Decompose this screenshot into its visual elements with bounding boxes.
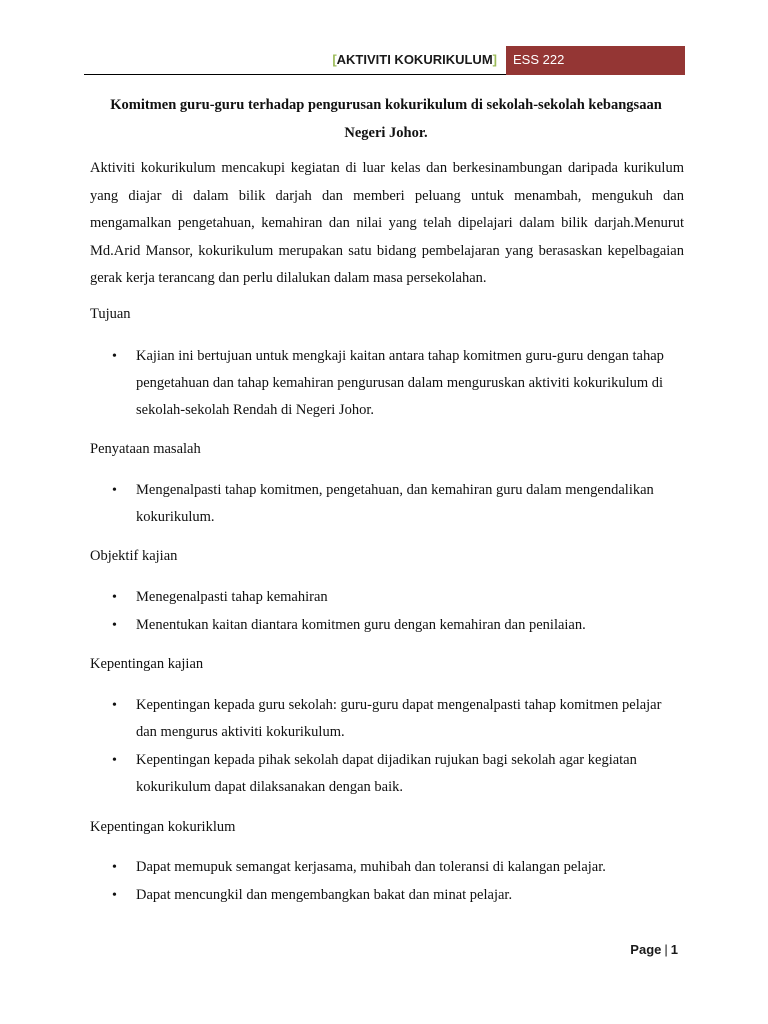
bullet-icon: •: [112, 860, 117, 875]
bullet-icon: •: [112, 618, 117, 633]
bullet-icon: •: [112, 698, 117, 713]
header-rule: [84, 74, 506, 75]
list-item-text: Mengenalpasti tahap komitmen, pengetahuan, dan kemahiran guru dalam mengendalikan kokurikulum.: [136, 482, 654, 525]
bullet-icon: •: [112, 590, 117, 605]
list-item-text: Dapat memupuk semangat kerjasama, muhibah dan toleransi di kalangan pelajar.: [136, 859, 606, 875]
list-item-text: Menegenalpasti tahap kemahiran: [136, 589, 328, 605]
course-code-badge: ESS 222: [506, 46, 685, 75]
page-number: 1: [670, 942, 678, 957]
list-item-text: Menentukan kaitan diantara komitmen guru dengan kemahiran dan penilaian.: [136, 617, 586, 633]
page-header: [84, 46, 685, 75]
objektif-kajian-list: [110, 584, 684, 639]
header-title-text: AKTIVITI KOKURIKULUM: [336, 52, 493, 67]
document-title: Komitmen guru-guru terhadap pengurusan kokurikulum di sekolah-sekolah kebangsaan Negeri Johor.: [110, 97, 662, 141]
bullet-icon: •: [112, 483, 117, 498]
list-item: [110, 692, 684, 746]
intro-paragraph: Aktiviti kokurikulum mencakupi kegiatan di luar kelas dan berkesinambungan daripada kurikulum yang diajar di dalam bilik darjah dan memberi peluang untuk menambah, mengukuh dan mengamalkan pengetahuan, kemahiran dan nilai yang telah dipelajari dalam bilik darjah.Menurut Md.Arid Mansor, kokurikulum merupakan satu bidang pembelajaran yang berasaskan kepelbagaian gerak kerja terancang dan perlu dilalukan dalam masa persekolahan.: [90, 160, 684, 286]
section-heading-tujuan: Tujuan: [90, 306, 131, 322]
header-bracket-close: ]: [492, 52, 497, 67]
list-item: [110, 343, 684, 424]
list-item: [110, 854, 684, 881]
list-item-text: Kepentingan kepada pihak sekolah dapat dijadikan rujukan bagi sekolah agar kegiatan kokurikulum dapat dilaksanakan dengan baik.: [136, 752, 637, 795]
kepentingan-kajian-list: [110, 692, 684, 801]
bullet-icon: •: [112, 349, 117, 364]
section-heading-penyataan-masalah: Penyataan masalah: [90, 441, 201, 457]
header-bracket-open: [: [332, 52, 337, 67]
section-heading-kepentingan-kajian: Kepentingan kajian: [90, 656, 204, 672]
list-item: [110, 612, 684, 639]
list-item-text: Dapat mencungkil dan mengembangkan bakat dan minat pelajar.: [136, 887, 513, 903]
page-label: Page: [630, 942, 662, 957]
list-item: [110, 584, 684, 611]
bullet-icon: •: [112, 888, 117, 903]
list-item-text: Kepentingan kepada guru sekolah: guru-guru dapat mengenalpasti tahap komitmen pelajar dan mengurus aktiviti kokurikulum.: [136, 697, 662, 740]
bullet-icon: •: [112, 753, 117, 768]
list-item: [110, 477, 684, 531]
section-heading-objektif-kajian: Objektif kajian: [90, 548, 178, 564]
page-footer: [630, 942, 678, 957]
list-item: [110, 747, 684, 801]
list-item: [110, 882, 684, 909]
kepentingan-kokuriklum-list: [110, 854, 684, 909]
section-heading-kepentingan-kokuriklum: Kepentingan kokuriklum: [90, 819, 236, 835]
list-item-text: Kajian ini bertujuan untuk mengkaji kaitan antara tahap komitmen guru-guru dengan tahap pengetahuan dan tahap kemahiran pengurusan dalam menguruskan aktiviti kokurikulum di sekolah-sekolah Rendah di Negeri Johor.: [136, 348, 664, 418]
header-title: [332, 52, 497, 67]
penyataan-masalah-list: [110, 477, 684, 531]
tujuan-list: [110, 343, 684, 424]
page-separator: |: [664, 942, 668, 957]
